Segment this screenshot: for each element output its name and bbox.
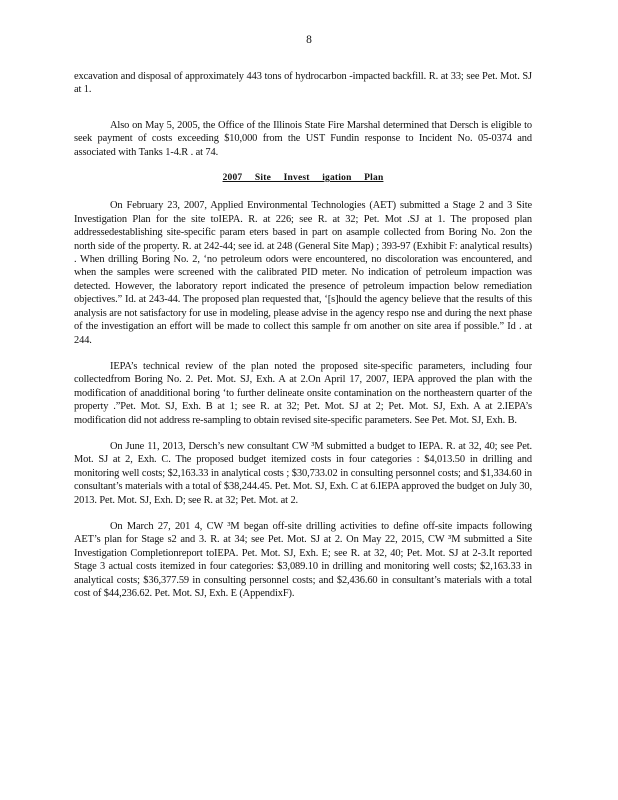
paragraph-offsite-drilling: On March 27, 201 4, CW ³M began off-site drilling activities to define off-site impacts following AET’s plan for Stage s2 and 3. R. at 34; see Pet. Mot. SJ at 2. On May 22, 2015, CW ³M submitted a Site Investigation Completionreport toIEPA. Pet. Mot. SJ, Exh. E; see R. at 32, 40; Pet. Mot. SJ at 2-3.It reported Stage 3 actual costs itemized in four categories: $3,089.10 in drilling and monitoring well costs; $2,163.33 in analytical costs; $36,377.59 in consulting personnel costs; and $2,436.60 in consultant’s materials with a total cost of $44,236.62. Pet. Mot. SJ, Exh. E (AppendixF). <box>74 520 532 599</box>
paragraph-iepa-review: IEPA’s technical review of the plan noted the proposed site-specific parameters, including four collectedfrom Boring No. 2. Pet. Mot. SJ, Exh. A at 2.On April 17, 2007, IEPA approved the plan with the modification of anadditional boring ‘to further delineate onsite contamination on the northeastern quarter of the property .”Pet. Mot. SJ, Exh. B at 1; see R. at 32; Pet. Mot. SJ at 2; Pet. Mot. SJ, Exh. A at 2.IEPA’s modification did not address re-sampling to obtain revised site-specific parameters. See Pet. Mot. SJ, Exh. B. <box>74 360 532 426</box>
section-heading-text: 2007 Site Invest igation Plan <box>222 173 384 184</box>
paragraph-budget-submission: On June 11, 2013, Dersch’s new consultant CW ³M submitted a budget to IEPA. R. at 32, 40; see Pet. Mot. SJ at 2, Exh. C. The proposed budget itemized costs in four categories : $4,013.50 in drilling and monitoring well costs; $2,163.33 in analytical costs ; $30,733.02 in consulting personnel costs; and $1,334.60 in consultant’s materials with a total of $38,244.45. Pet. Mot. SJ, Exh. C at 6.IEPA approved the budget on July 30, 2013. Pet. Mot. SJ, Exh. D; see R. at 32; Pet. Mot. at 2. <box>74 440 532 506</box>
page-number: 8 <box>306 34 312 46</box>
document-body <box>74 70 532 613</box>
section-heading <box>74 172 532 185</box>
paragraph-backfill-excavation: excavation and disposal of approximately 443 tons of hydrocarbon -impacted backfill. R. at 33; see Pet. Mot. SJ at 1. <box>74 71 532 96</box>
paragraph-fire-marshal-eligibility: Also on May 5, 2005, the Office of the Illinois State Fire Marshal determined that Dersch is eligible to seek payment of costs exceeding $10,000 from the UST Fundin response to Incident No. 05-0374 and associated with Tanks 1-4.R . at 74. <box>74 119 532 158</box>
paragraph-site-investigation-plan: On February 23, 2007, Applied Environmental Technologies (AET) submitted a Stage 2 and 3 Site Investigation Plan for the site toIEPA. R. at 226; see R. at 32; Pet. Mot .SJ at 1. The proposed plan addressedestablishing site-specific param eters based in part on asample collected from Boring No. 2on the north side of the property. R. at 242-44; see id. at 248 (General Site Map) ; 393-97 (Exhibit F: analytical results) . When drilling Boring No. 2, ‘no petroleum odors were encountered, no discoloration was encountered, and when the samples were screened with the calibrated PID meter. No indication of petroleum impaction was detected. However, the laboratory report indicated the presence of petroleum impaction below remediation objectives.” Id. at 243-44. The proposed plan requested that, ‘[s]hould the agency believe that the results of this analysis are not satisfactory for use in modeling, please advise in the agency respo nse and during the next phase of the investigation an effort will be made to collect this sample fr om another on site area if possible.” Id . at 244. <box>74 200 532 346</box>
